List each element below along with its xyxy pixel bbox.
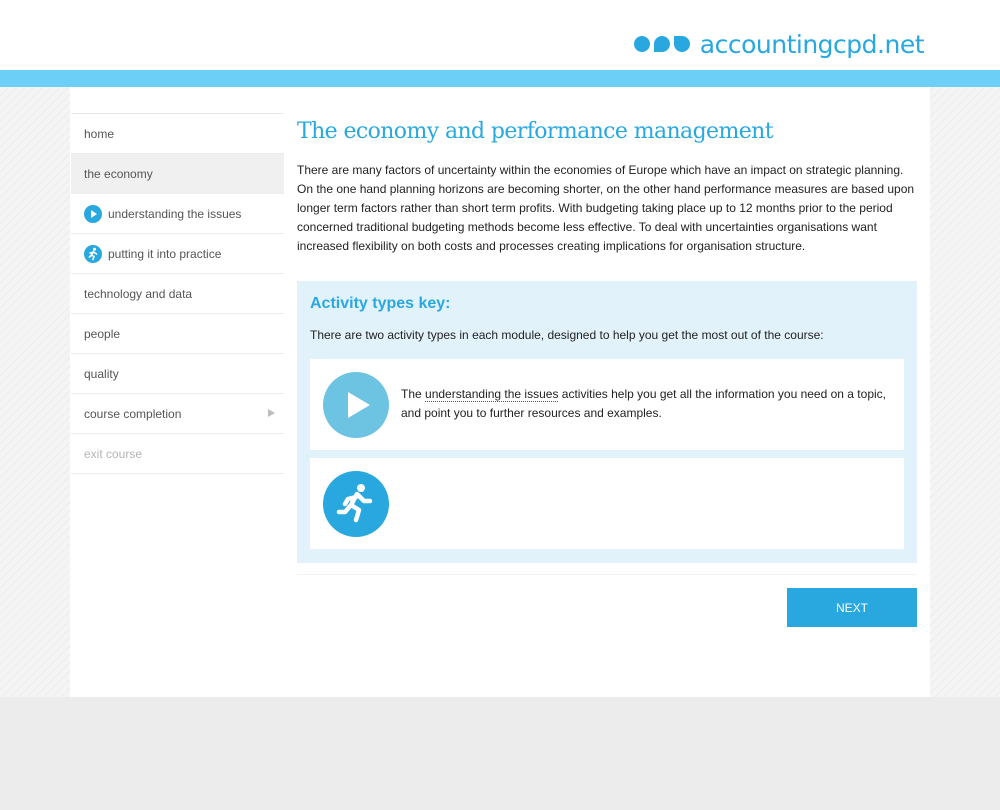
logo-dot <box>654 36 670 52</box>
running-person-icon <box>84 245 102 263</box>
sidebar-item-home[interactable] <box>71 114 284 154</box>
sidebar-item-label: exit course <box>84 446 143 461</box>
sidebar-item-putting-it-into-practice[interactable] <box>71 234 284 274</box>
logo-text: accountingcpd.net <box>699 29 924 59</box>
content-divider <box>297 574 917 575</box>
sidebar-item-label: understanding the issues <box>108 206 242 221</box>
activity-text-before: The <box>401 387 426 401</box>
sidebar-item-the-economy[interactable] <box>71 154 284 194</box>
sidebar-item-people[interactable] <box>71 314 284 354</box>
logo-dot <box>674 36 690 52</box>
sidebar-item-label: technology and data <box>84 286 193 301</box>
intro-paragraph: There are many factors of uncertainty within the economies of Europe which have an impact on strategic planning. On the one hand planning horizons are becoming shorter, on the other hand performance measures are based upon longer term factors rather than short term profits. With budgeting taking place up to 12 months prior to the period concerned traditional budgeting methods become less effective. To deal with uncertainties organisations want increased flexibility on both costs and processes creating implications for organisation structure. <box>297 163 915 253</box>
sidebar-item-course-completion[interactable] <box>71 394 284 434</box>
sidebar-item-exit-course[interactable] <box>71 434 284 474</box>
sidebar-item-label: quality <box>84 366 119 381</box>
activity-key-description: There are two activity types in each module, designed to help you get the most out of the course: <box>310 328 824 342</box>
sidebar-item-label: course completion <box>84 406 182 421</box>
site-logo[interactable] <box>634 28 924 60</box>
top-bar <box>0 0 1000 70</box>
sidebar-item-understanding-the-issues[interactable] <box>71 194 284 234</box>
chevron-right-icon <box>268 409 275 417</box>
play-icon <box>323 372 389 438</box>
activity-types-key <box>297 281 917 563</box>
activity-text-after: activities help you get all the information you need on a topic, and point you to further resources and examples. <box>401 387 886 420</box>
logo-mark <box>634 36 690 52</box>
running-person-icon <box>323 471 389 537</box>
course-sidebar <box>71 113 284 474</box>
next-button[interactable]: NEXT <box>787 588 917 627</box>
sidebar-item-label: home <box>84 126 115 141</box>
activity-card-practice <box>310 458 904 549</box>
understanding-the-issues-link[interactable]: understanding the issues <box>425 387 559 401</box>
page-title: The economy and performance management <box>297 119 773 144</box>
play-icon <box>84 205 102 223</box>
header-stripe <box>0 70 1000 87</box>
activity-card-understanding <box>310 359 904 450</box>
activity-key-title: Activity types key: <box>310 295 451 312</box>
activity-card-text <box>401 385 891 423</box>
logo-dot <box>634 36 650 52</box>
sidebar-item-label: people <box>84 326 121 341</box>
sidebar-item-quality[interactable] <box>71 354 284 394</box>
sidebar-item-label: putting it into practice <box>108 246 222 261</box>
sidebar-item-label: the economy <box>84 166 153 181</box>
sidebar-item-technology-and-data[interactable] <box>71 274 284 314</box>
